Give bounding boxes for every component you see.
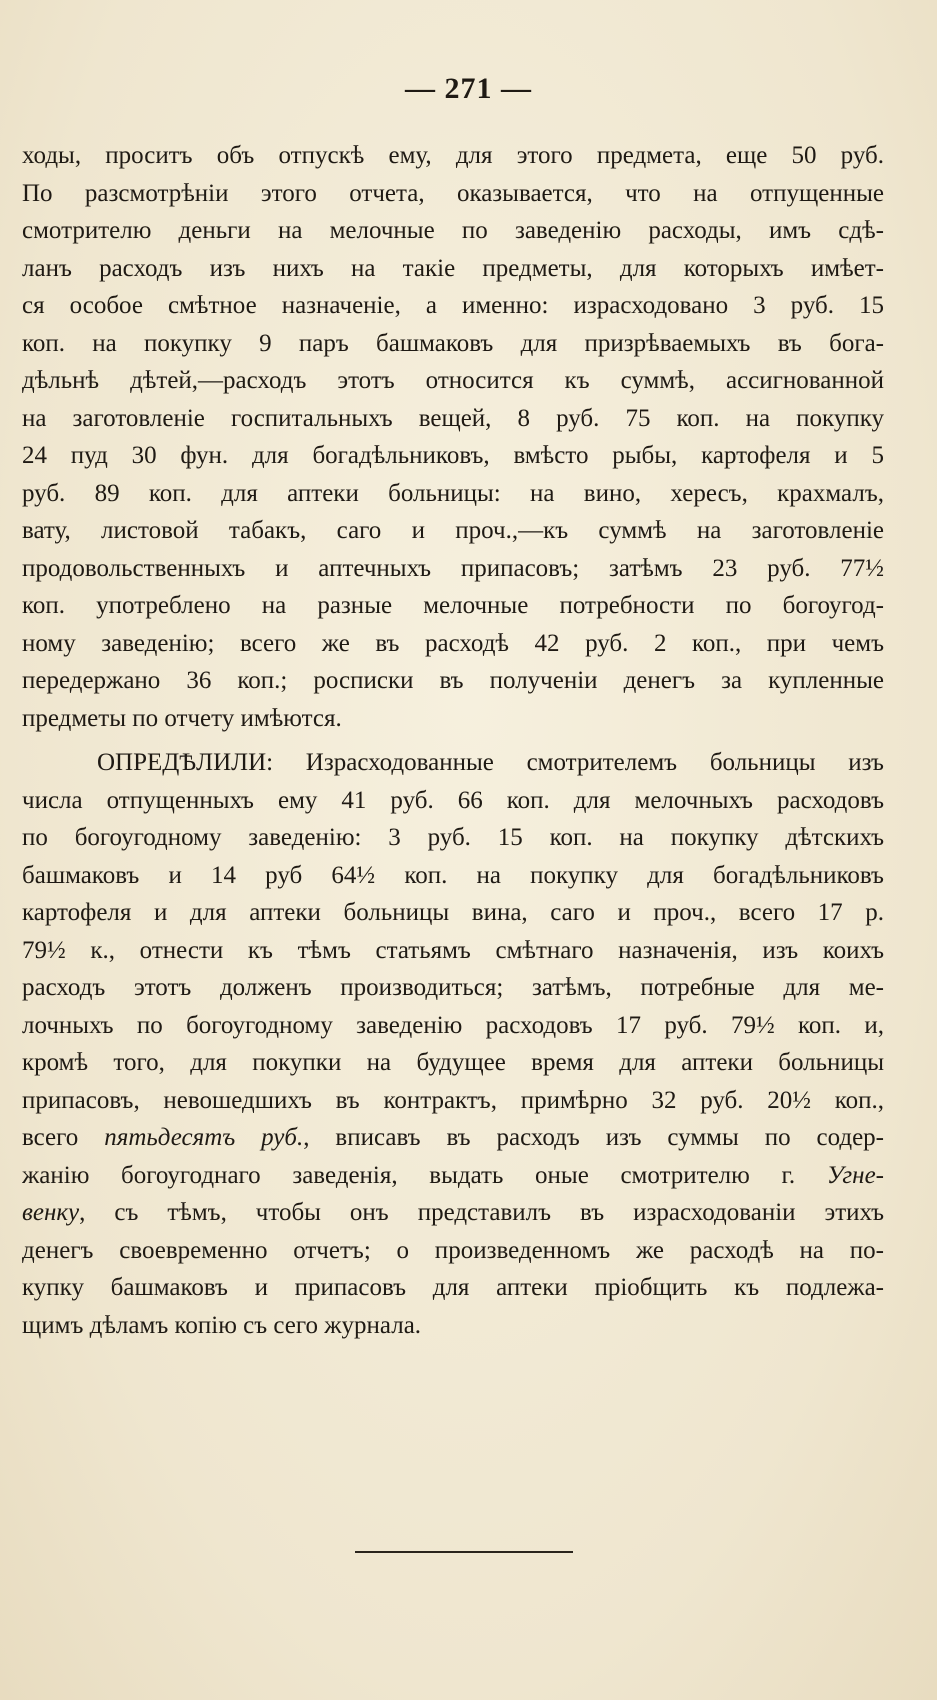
text-line: продовольственныхъ и аптечныхъ припасовъ; затѣмъ 23 руб. 77½ <box>22 554 884 582</box>
text-line: ходы, проситъ объ отпускѣ ему, для этого предмета, еще 50 руб. <box>22 142 884 169</box>
italic-amount: пятьдесятъ руб. <box>104 1124 304 1151</box>
text-line: передержано 36 коп.; росписки въ полученіи денегъ за купленные <box>22 667 884 694</box>
text-line: коп. на покупку 9 паръ башмаковъ для призрѣваемыхъ въ бога- <box>22 329 884 357</box>
page-number: — 271 — <box>405 72 532 105</box>
text-line: 79½ к., отнести къ тѣмъ статьямъ смѣтнаго назначенія, изъ коихъ <box>22 936 884 964</box>
text-line-resolution-start: ОПРЕДѢЛИЛИ: Израсходованные смотрителемъ больницы изъ <box>97 749 884 776</box>
text-segment: , съ тѣмъ, чтобы онъ представилъ въ израсходованіи этихъ <box>79 1199 884 1226</box>
text-line: дѣльнѣ дѣтей,—расходъ этотъ относится къ суммѣ, ассигнованной <box>22 367 884 394</box>
text-line: смотрителю деньги на мелочные по заведенію расходы, имъ сдѣ- <box>22 217 884 244</box>
text-line: руб. 89 коп. для аптеки больницы: на вино, хересъ, крахмалъ, <box>22 479 884 507</box>
text-line: ланъ расходъ изъ нихъ на такіе предметы, для которыхъ имѣет- <box>22 254 884 282</box>
text-line: лочныхъ по богоугодному заведенію расходовъ 17 руб. 79½ коп. и, <box>22 1011 884 1039</box>
text-line: денегъ своевременно отчетъ; о произведенномъ же расходѣ на по- <box>22 1236 884 1264</box>
text-line-name <box>22 1157 884 1195</box>
text-line: картофеля и для аптеки больницы вина, саго и проч., всего 17 р. <box>22 899 884 926</box>
text-segment: , вписавъ въ расходъ изъ суммы по содер- <box>303 1124 884 1151</box>
text-line: 24 пуд 30 фун. для богадѣльниковъ, вмѣсто рыбы, картофеля и 5 <box>22 442 884 469</box>
journal-text <box>22 137 884 1344</box>
text-line: припасовъ, невошедшихъ въ контрактъ, примѣрно 32 руб. 20½ коп., <box>22 1086 884 1114</box>
italic-name: венку <box>22 1199 80 1226</box>
text-line: ся особое смѣтное назначеніе, а именно: израсходовано 3 руб. 15 <box>22 292 884 319</box>
text-segment: всего <box>22 1124 105 1151</box>
text-line: По разсмотрѣніи этого отчета, оказывается, что на отпущенные <box>22 179 884 207</box>
text-segment: жанію богоугоднаго заведенія, выдать оные смотрителю г. <box>22 1161 827 1189</box>
text-line: вату, листовой табакъ, саго и проч.,—къ суммѣ на заготовленіе <box>22 517 884 544</box>
text-line: числа отпущенныхъ ему 41 руб. 66 коп. для мелочныхъ расходовъ <box>22 786 884 814</box>
text-line: ному заведенію; всего же въ расходѣ 42 руб. 2 коп., при чемъ <box>22 629 884 657</box>
text-line: коп. употреблено на разные мелочные потребности по богоугод- <box>22 592 884 619</box>
text-line: кромѣ того, для покупки на будущее время для аптеки больницы <box>22 1049 884 1076</box>
text-line-name-cont <box>22 1194 884 1232</box>
text-line: башмаковъ и 14 руб 64½ коп. на покупку для богадѣльниковъ <box>22 861 884 889</box>
text-line: по богоугодному заведенію: 3 руб. 15 коп. на покупку дѣтскихъ <box>22 824 884 851</box>
text-line-amount <box>22 1119 884 1157</box>
text-line: предметы по отчету имѣются. <box>22 704 342 732</box>
text-line: щимъ дѣламъ копію съ сего журнала. <box>22 1311 422 1339</box>
italic-name: Угне- <box>826 1161 884 1189</box>
text-line: расходъ этотъ долженъ производиться; затѣмъ, потребные для ме- <box>22 974 884 1001</box>
text-line: купку башмаковъ и припасовъ для аптеки пріобщить къ подлежа- <box>22 1274 884 1301</box>
closing-rule <box>355 1551 573 1553</box>
text-line: на заготовленіе госпитальныхъ вещей, 8 руб. 75 коп. на покупку <box>22 404 884 432</box>
